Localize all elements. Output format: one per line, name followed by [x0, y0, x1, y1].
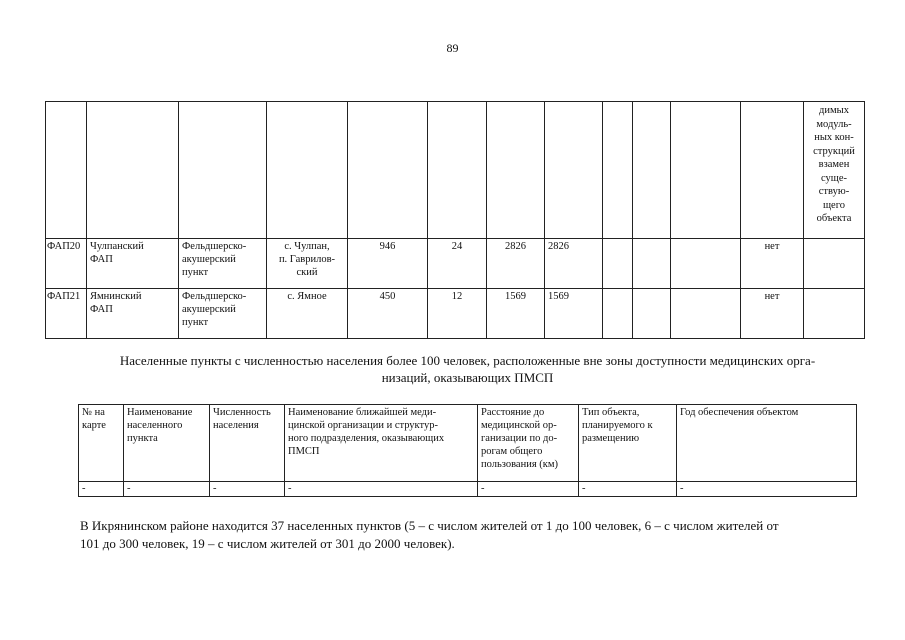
section-heading	[70, 352, 865, 386]
text-line: пункта	[127, 433, 158, 444]
text-line: Наименование	[127, 407, 193, 418]
row-code: ФАП21	[46, 289, 87, 339]
table-cell	[671, 102, 741, 239]
text-line: Ямнинский	[90, 291, 142, 302]
note-line: ных кон-	[814, 132, 854, 143]
facility-name	[87, 239, 179, 289]
text-line: Расстояние до	[481, 407, 545, 418]
text-line: ганизации по до-	[481, 433, 558, 444]
table-cell: нет	[741, 289, 804, 339]
text-line: цинской организации и структур-	[288, 420, 438, 431]
table-cell	[804, 239, 865, 289]
header-population	[210, 405, 285, 482]
summary-line: В Икрянинском районе находится 37 населенных пунктов (5 – с числом жителей от 1 до 100 человек, 6 – с числом жителей от	[80, 518, 779, 533]
summary-line: 101 до 300 человек, 19 – с числом жителей от 301 до 2000 человек).	[80, 536, 455, 551]
text-line: Численность	[213, 407, 271, 418]
text-line: рогам общего	[481, 446, 543, 457]
table-cell	[633, 102, 671, 239]
table-row	[46, 289, 865, 339]
table-cell	[633, 289, 671, 339]
text-line: ФАП	[90, 304, 113, 315]
table-cell	[428, 102, 487, 239]
header-map-number	[79, 405, 124, 482]
note-line: димых	[819, 105, 849, 116]
page-number: 89	[446, 41, 459, 55]
table-cell: -	[124, 482, 210, 497]
facility-type	[179, 289, 267, 339]
table-cell: 12	[428, 289, 487, 339]
row-code: ФАП20	[46, 239, 87, 289]
table-cell	[633, 239, 671, 289]
table-cell: -	[210, 482, 285, 497]
facility-name	[87, 289, 179, 339]
table-cell: 1569	[487, 289, 545, 339]
note-line: суще-	[820, 172, 847, 184]
note-line: объекта	[816, 213, 852, 224]
table-cell	[603, 239, 633, 289]
table-cell: -	[285, 482, 478, 497]
summary-paragraph	[80, 517, 865, 553]
table-cell	[603, 289, 633, 339]
table-cell	[179, 102, 267, 239]
table-row	[79, 482, 857, 497]
table-cell	[671, 289, 741, 339]
table-cell: нет	[741, 239, 804, 289]
table-cell	[603, 102, 633, 239]
facilities-table	[45, 101, 865, 339]
table-row	[46, 239, 865, 289]
text-line: пункт	[182, 267, 209, 278]
text-line: акушерский	[182, 304, 236, 315]
text-line: акушерский	[182, 254, 236, 265]
facility-location	[267, 289, 348, 339]
heading-line: Населенные пункты с численностью населения более 100 человек, расположенные вне зоны доступности медицинских орга-	[119, 353, 816, 368]
text-line: карте	[82, 420, 106, 431]
note-line: ствую-	[818, 186, 850, 197]
population-value: 946	[348, 239, 428, 289]
text-line: ного подразделения, оказывающих	[288, 433, 445, 444]
facility-location	[267, 239, 348, 289]
text-line: медицинской ор-	[481, 420, 557, 431]
text-line: планируемого к	[582, 420, 653, 431]
table-cell	[741, 102, 804, 239]
header-year	[677, 405, 857, 482]
table-row	[46, 102, 865, 239]
text-line: размещению	[582, 433, 640, 444]
text-line: п. Гаврилов-	[278, 254, 336, 265]
text-line: № на	[82, 407, 105, 418]
note-line: модуль-	[816, 118, 852, 130]
continuation-note-cell	[804, 102, 865, 239]
text-line: Год обеспечения объектом	[680, 407, 799, 418]
table-cell	[804, 289, 865, 339]
text-line: ский	[296, 267, 318, 278]
text-line: с. Чулпан,	[284, 241, 330, 252]
note-line: взамен	[818, 159, 850, 170]
population-value: 450	[348, 289, 428, 339]
header-object-type	[579, 405, 677, 482]
text-line: Фельдшерско-	[182, 291, 247, 302]
text-line: пользования (км)	[481, 459, 559, 470]
text-line: с. Ямное	[287, 291, 327, 302]
table-header-row	[79, 405, 857, 482]
table-cell	[46, 102, 87, 239]
text-line: Наименование ближайшей меди-	[288, 407, 437, 418]
table-cell: 24	[428, 239, 487, 289]
text-line: ПМСП	[288, 446, 320, 457]
table-cell: 2826	[545, 239, 603, 289]
header-distance	[478, 405, 579, 482]
note-line: щего	[822, 199, 846, 211]
text-line: населения	[213, 420, 259, 431]
text-line: Тип объекта,	[582, 407, 640, 418]
heading-line: низаций, оказывающих ПМСП	[381, 370, 554, 385]
text-line: Чулпанский	[90, 241, 144, 252]
facility-type	[179, 239, 267, 289]
table-cell	[348, 102, 428, 239]
table-cell: -	[579, 482, 677, 497]
table-cell: -	[677, 482, 857, 497]
header-settlement-name	[124, 405, 210, 482]
text-line: ФАП	[90, 254, 113, 265]
table-cell	[671, 239, 741, 289]
text-line: населенного	[127, 420, 183, 431]
text-line: пункт	[182, 317, 209, 328]
note-line: струкций	[813, 145, 855, 157]
table-cell: -	[478, 482, 579, 497]
table-cell	[267, 102, 348, 239]
settlements-outside-zone-table	[78, 404, 857, 497]
table-cell	[487, 102, 545, 239]
text-line: Фельдшерско-	[182, 241, 247, 252]
table-cell	[545, 102, 603, 239]
table-cell: 2826	[487, 239, 545, 289]
table-cell	[87, 102, 179, 239]
table-cell: 1569	[545, 289, 603, 339]
header-nearest-organization	[285, 405, 478, 482]
table-cell: -	[79, 482, 124, 497]
